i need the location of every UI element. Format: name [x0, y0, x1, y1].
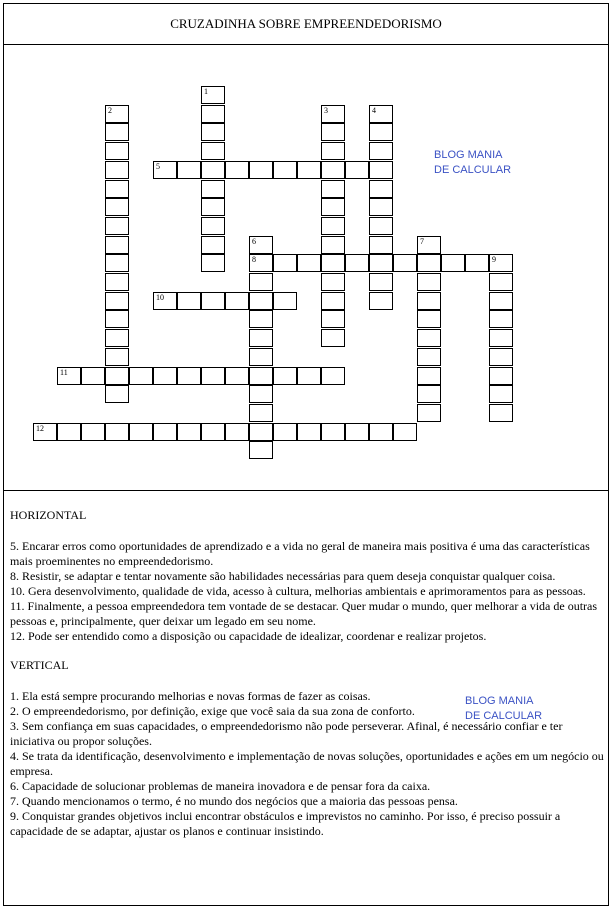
crossword-cell[interactable] — [177, 423, 201, 441]
clues-section — [10, 508, 608, 839]
crossword-cell[interactable] — [369, 198, 393, 216]
crossword-cell[interactable] — [369, 123, 393, 141]
crossword-cell[interactable] — [369, 236, 393, 254]
crossword-cell[interactable] — [345, 423, 369, 441]
crossword-cell[interactable] — [153, 161, 177, 179]
crossword-cell[interactable] — [249, 292, 273, 310]
crossword-cell[interactable] — [57, 423, 81, 441]
crossword-cell[interactable] — [249, 367, 273, 385]
crossword-cell[interactable] — [489, 254, 513, 272]
crossword-cell[interactable] — [321, 236, 345, 254]
clue-number-6: 6 — [252, 237, 256, 246]
crossword-cell[interactable] — [417, 273, 441, 291]
crossword-cell[interactable] — [321, 123, 345, 141]
crossword-cell[interactable] — [321, 161, 345, 179]
crossword-cell[interactable] — [369, 423, 393, 441]
crossword-cell[interactable] — [201, 198, 225, 216]
clue-number-2: 2 — [108, 106, 112, 115]
crossword-cell[interactable] — [489, 348, 513, 366]
crossword-cell[interactable] — [273, 254, 297, 272]
clue-number-1: 1 — [204, 87, 208, 96]
crossword-cell[interactable] — [249, 404, 273, 422]
crossword-cell[interactable] — [489, 329, 513, 347]
crossword-cell[interactable] — [225, 292, 249, 310]
crossword-cell[interactable] — [321, 254, 345, 272]
crossword-cell[interactable] — [489, 404, 513, 422]
crossword-cell[interactable] — [369, 161, 393, 179]
crossword-cell[interactable] — [489, 385, 513, 403]
crossword-cell[interactable] — [273, 161, 297, 179]
crossword-cell[interactable] — [201, 86, 225, 104]
crossword-cell[interactable] — [417, 404, 441, 422]
crossword-cell[interactable] — [297, 254, 321, 272]
crossword-cell[interactable] — [249, 236, 273, 254]
crossword-cell[interactable] — [297, 367, 321, 385]
crossword-cell[interactable] — [465, 254, 489, 272]
crossword-cell[interactable] — [273, 292, 297, 310]
crossword-cell[interactable] — [321, 310, 345, 328]
crossword-cell[interactable] — [273, 423, 297, 441]
crossword-cell[interactable] — [321, 367, 345, 385]
crossword-cell[interactable] — [201, 180, 225, 198]
crossword-cell[interactable] — [177, 292, 201, 310]
blog-watermark-line2: DE CALCULAR — [434, 164, 512, 176]
crossword-cell[interactable] — [369, 142, 393, 160]
blog-watermark-line1: BLOG MANIA — [465, 695, 534, 707]
crossword-cell[interactable] — [393, 254, 417, 272]
crossword-cell[interactable] — [369, 273, 393, 291]
crossword-cell[interactable] — [201, 292, 225, 310]
crossword-cell[interactable] — [489, 367, 513, 385]
crossword-cell[interactable] — [105, 273, 129, 291]
crossword-cell[interactable] — [489, 292, 513, 310]
clue-number-3: 3 — [324, 106, 328, 115]
crossword-cell[interactable] — [201, 236, 225, 254]
clue-number-11: 11 — [60, 368, 68, 377]
crossword-cell[interactable] — [225, 423, 249, 441]
clue-number-7: 7 — [420, 237, 424, 246]
crossword-cell[interactable] — [57, 367, 81, 385]
crossword-cell[interactable] — [489, 310, 513, 328]
crossword-cell[interactable] — [105, 310, 129, 328]
crossword-cell[interactable] — [81, 367, 105, 385]
crossword-cell[interactable] — [201, 423, 225, 441]
crossword-cell[interactable] — [201, 217, 225, 235]
crossword-cell[interactable] — [105, 367, 129, 385]
crossword-cell[interactable] — [177, 161, 201, 179]
crossword-cell[interactable] — [105, 198, 129, 216]
crossword-cell[interactable] — [369, 217, 393, 235]
crossword-cell[interactable] — [201, 123, 225, 141]
crossword-cell[interactable] — [105, 180, 129, 198]
crossword-cell[interactable] — [105, 161, 129, 179]
crossword-cell[interactable] — [201, 161, 225, 179]
clue-vertical-7: 7. Quando mencionamos o termo, é no mundo dos negócios que a maioria das pessoas pensa. — [10, 794, 458, 808]
crossword-cell[interactable] — [249, 254, 273, 272]
crossword-cell[interactable] — [417, 348, 441, 366]
crossword-cell[interactable] — [105, 105, 129, 123]
blog-watermark-line2: DE CALCULAR — [465, 710, 543, 722]
crossword-cell[interactable] — [105, 254, 129, 272]
worksheet-frame — [3, 3, 609, 906]
crossword-cell[interactable] — [321, 217, 345, 235]
crossword-cell[interactable] — [249, 161, 273, 179]
crossword-cell[interactable] — [369, 292, 393, 310]
crossword-cell[interactable] — [417, 236, 441, 254]
clue-horizontal-12: 12. Pode ser entendido como a disposição ou capacidade de idealizar, coordenar e realizar projetos. — [10, 629, 487, 643]
clue-horizontal-10: 10. Gera desenvolvimento, qualidade de vida, acesso à cultura, melhorias ambientais e aprimoramentos para as pessoas. — [10, 584, 586, 598]
crossword-cell[interactable] — [441, 254, 465, 272]
crossword-cell[interactable] — [33, 423, 57, 441]
crossword-cell[interactable] — [393, 423, 417, 441]
crossword-cell[interactable] — [369, 180, 393, 198]
clue-vertical-4: 4. Se trata da identificação, desenvolvimento e implementação de novas soluções, oportunidades e ações em um negócio ou empresa. — [10, 749, 604, 778]
crossword-cell[interactable] — [369, 105, 393, 123]
clue-vertical-9: 9. Conquistar grandes objetivos inclui encontrar obstáculos e imprevistos no caminho. Por isso, é preciso possuir a capacidade de se adaptar, ajustar os planos e continuar insistindo. — [10, 809, 561, 838]
clue-vertical-3: 3. Sem confiança em suas capacidades, o empreendedorismo não pode perseverar. Afinal, é necessário confiar e ter iniciativa ou propor soluções. — [10, 719, 563, 748]
crossword-cell[interactable] — [249, 329, 273, 347]
clue-vertical-2: 2. O empreendedorismo, por definição, exige que você saia da sua zona de conforto. — [10, 704, 415, 718]
crossword-cell[interactable] — [489, 273, 513, 291]
crossword-cell[interactable] — [105, 348, 129, 366]
crossword-cell[interactable] — [417, 310, 441, 328]
crossword-cell[interactable] — [249, 273, 273, 291]
crossword-cell[interactable] — [249, 385, 273, 403]
clue-number-12: 12 — [36, 424, 44, 433]
clue-number-10: 10 — [156, 293, 164, 302]
blog-watermark-top — [434, 148, 511, 178]
crossword-cell[interactable] — [369, 254, 393, 272]
clue-number-4: 4 — [372, 106, 376, 115]
blog-watermark-line1: BLOG MANIA — [434, 149, 503, 161]
crossword-cell[interactable] — [105, 329, 129, 347]
crossword-cell[interactable] — [273, 367, 297, 385]
crossword-cell[interactable] — [105, 385, 129, 403]
crossword-cell[interactable] — [225, 367, 249, 385]
crossword-cell[interactable] — [417, 329, 441, 347]
clue-vertical-1: 1. Ela está sempre procurando melhorias e novas formas de fazer as coisas. — [10, 689, 371, 703]
crossword-cell[interactable] — [129, 367, 153, 385]
worksheet-title: CRUZADINHA SOBRE EMPREENDEDORISMO — [4, 4, 608, 45]
crossword-cell[interactable] — [153, 292, 177, 310]
clue-horizontal-5: 5. Encarar erros como oportunidades de aprendizado e a vida no geral de maneira mais positiva é uma das características mais proeminentes no empreendedorismo. — [10, 539, 590, 568]
crossword-cell[interactable] — [321, 273, 345, 291]
crossword-cell[interactable] — [105, 292, 129, 310]
crossword-cell[interactable] — [249, 441, 273, 459]
crossword-cell[interactable] — [105, 123, 129, 141]
crossword-cell[interactable] — [345, 254, 369, 272]
crossword-cell[interactable] — [297, 161, 321, 179]
crossword-cell[interactable] — [321, 329, 345, 347]
crossword-cell[interactable] — [105, 423, 129, 441]
crossword-cell[interactable] — [321, 423, 345, 441]
crossword-cell[interactable] — [249, 310, 273, 328]
crossword-cell[interactable] — [81, 423, 105, 441]
crossword-cell[interactable] — [129, 423, 153, 441]
crossword-cell[interactable] — [153, 367, 177, 385]
crossword-cell[interactable] — [417, 254, 441, 272]
vertical-heading: VERTICAL — [10, 658, 69, 672]
crossword-cell[interactable] — [321, 105, 345, 123]
crossword-cell[interactable] — [105, 217, 129, 235]
crossword-cell[interactable] — [321, 142, 345, 160]
clue-number-8: 8 — [252, 255, 256, 264]
crossword-cell[interactable] — [201, 254, 225, 272]
clue-horizontal-8: 8. Resistir, se adaptar e tentar novamente são habilidades necessárias para quem deseja conquistar qualquer coisa. — [10, 569, 556, 583]
crossword-cell[interactable] — [249, 423, 273, 441]
crossword-cell[interactable] — [417, 292, 441, 310]
crossword-cell[interactable] — [105, 142, 129, 160]
horizontal-heading: HORIZONTAL — [10, 508, 87, 522]
crossword-cell[interactable] — [225, 161, 249, 179]
crossword-cell[interactable] — [321, 292, 345, 310]
crossword-cell[interactable] — [417, 385, 441, 403]
clue-vertical-6: 6. Capacidade de solucionar problemas de maneira inovadora e de pensar fora da caixa. — [10, 779, 431, 793]
crossword-cell[interactable] — [153, 423, 177, 441]
clue-number-9: 9 — [492, 255, 496, 264]
crossword-grid — [4, 44, 608, 491]
crossword-cell[interactable] — [321, 198, 345, 216]
crossword-cell[interactable] — [297, 423, 321, 441]
crossword-cell[interactable] — [345, 161, 369, 179]
crossword-cell[interactable] — [417, 367, 441, 385]
crossword-cell[interactable] — [249, 348, 273, 366]
crossword-cell[interactable] — [201, 142, 225, 160]
crossword-cell[interactable] — [201, 105, 225, 123]
crossword-cell[interactable] — [177, 367, 201, 385]
clue-horizontal-11: 11. Finalmente, a pessoa empreendedora tem vontade de se destacar. Quer mudar o mundo, quer melhorar a vida de outras pessoas e, principalmente, quer deixar um legado em seu nome. — [10, 599, 598, 628]
crossword-cell[interactable] — [321, 180, 345, 198]
clue-number-5: 5 — [156, 162, 160, 171]
crossword-cell[interactable] — [105, 236, 129, 254]
crossword-cell[interactable] — [201, 367, 225, 385]
